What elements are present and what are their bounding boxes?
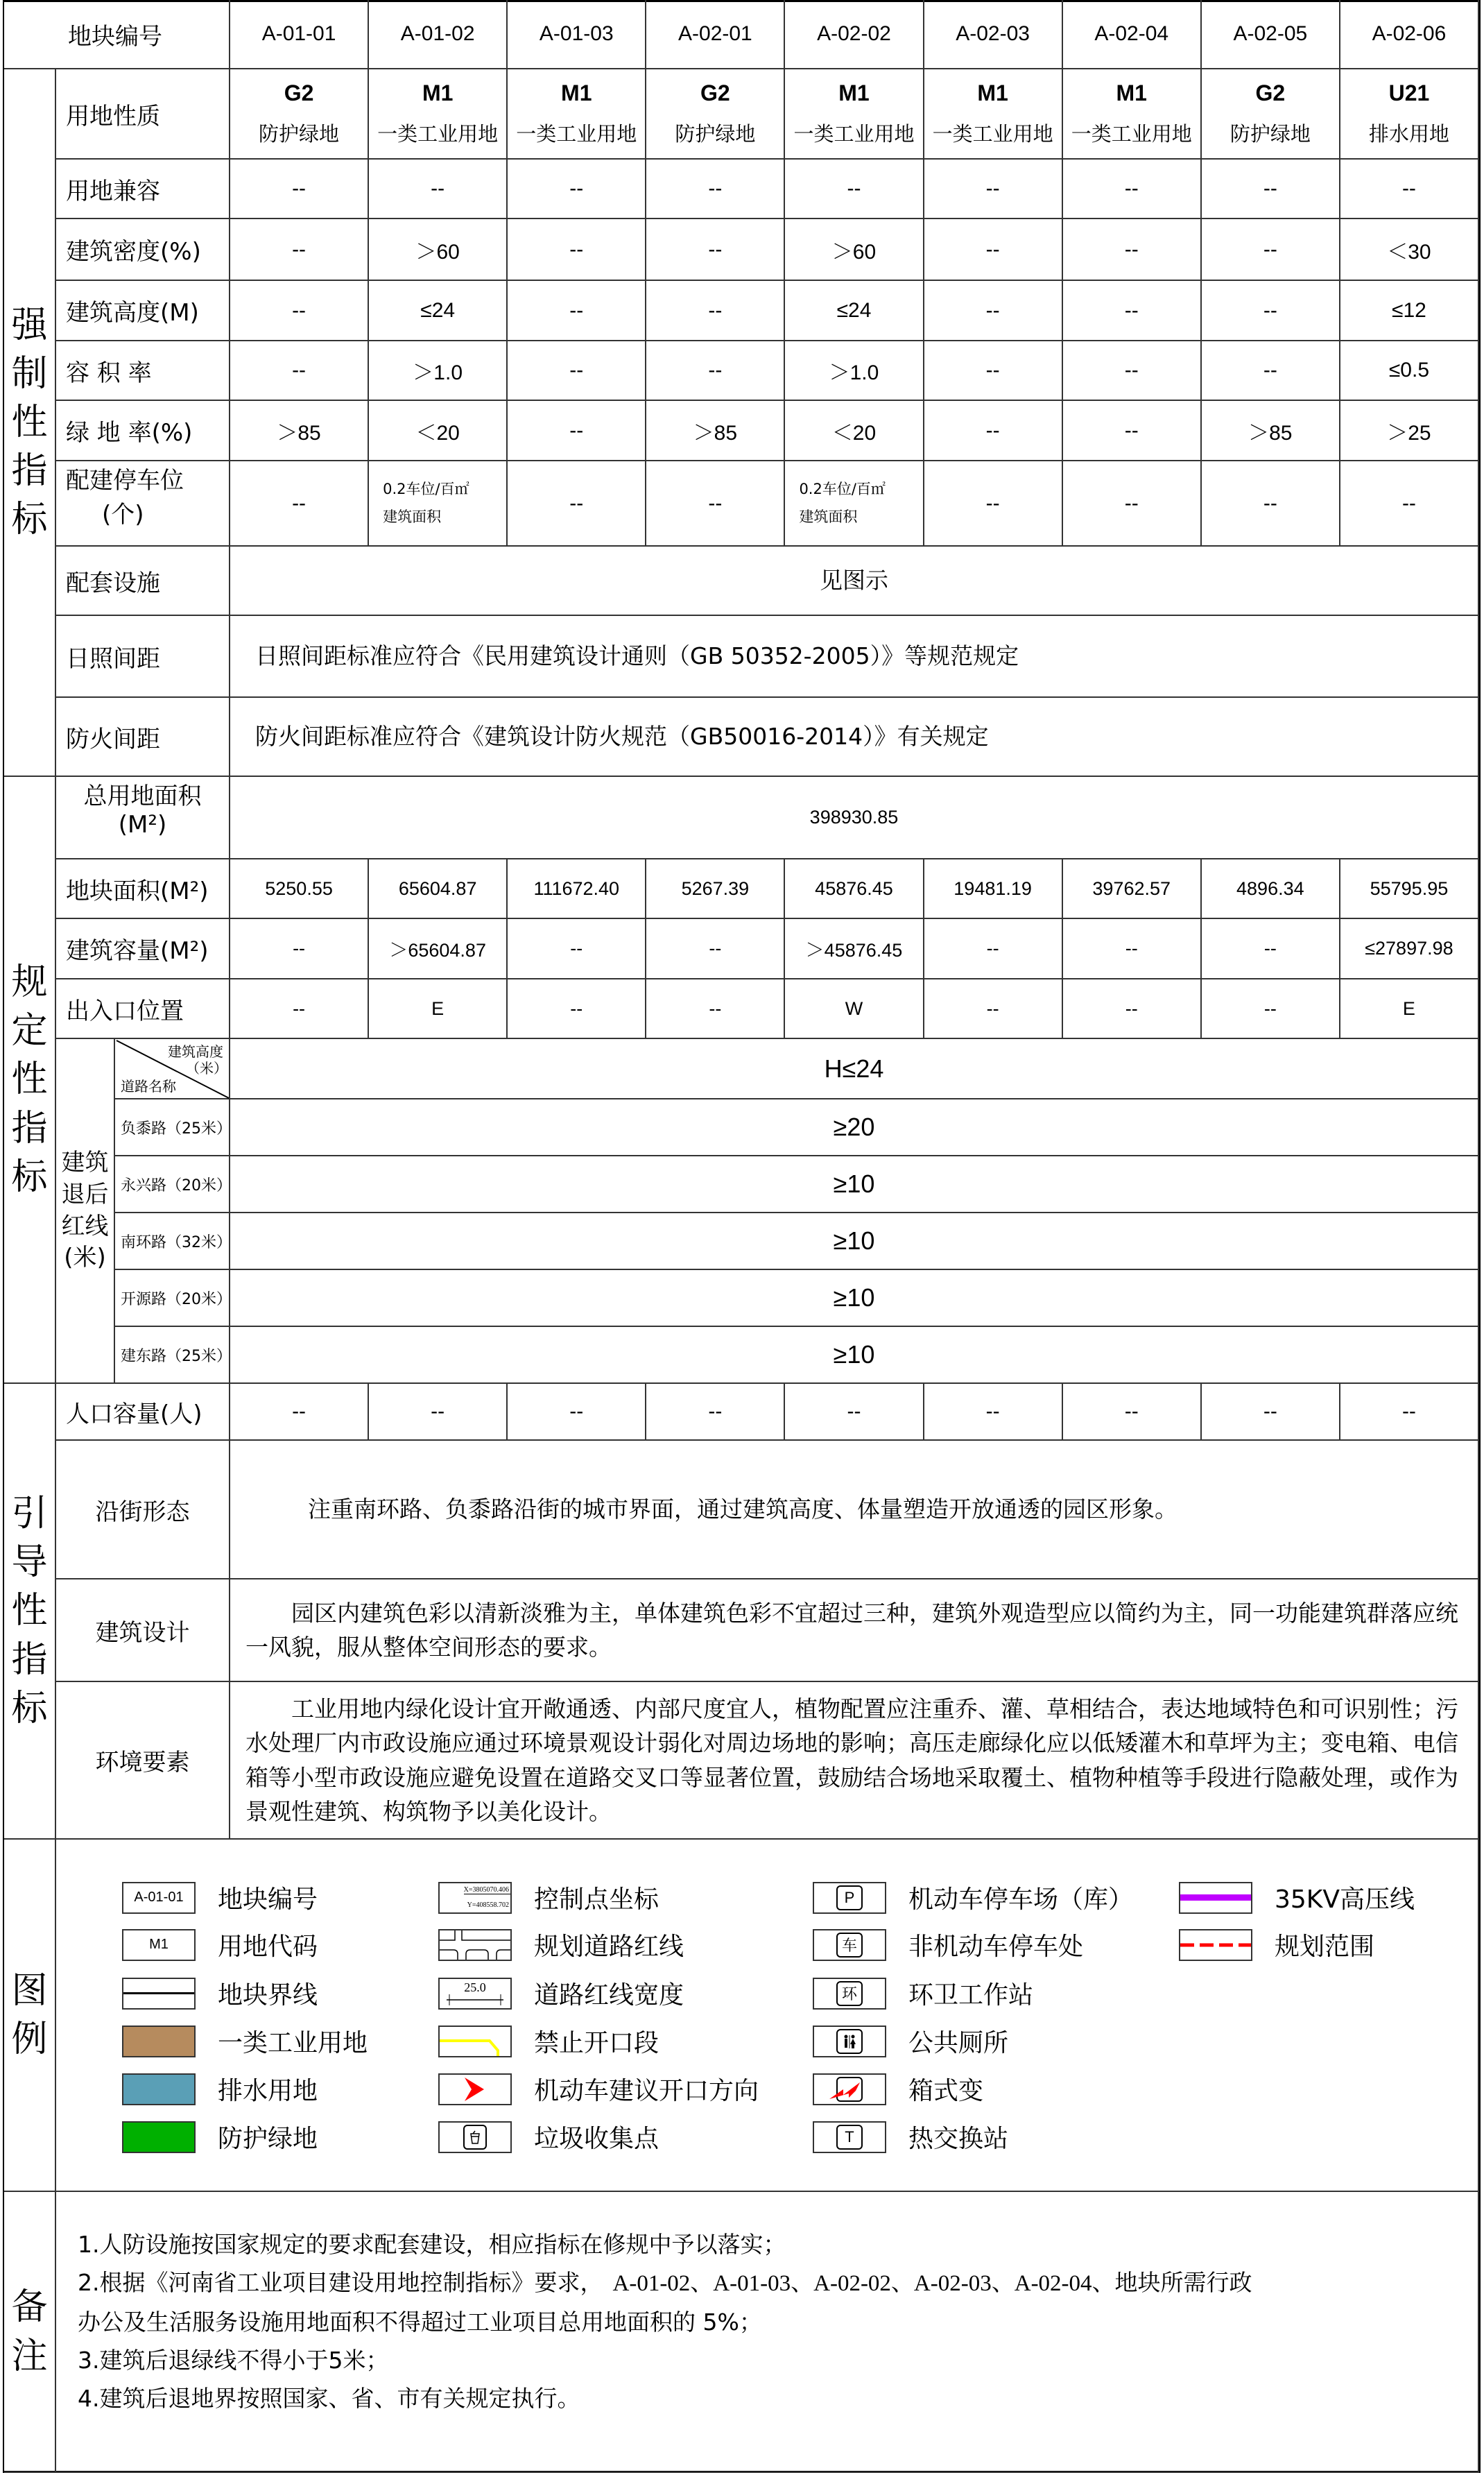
remark-line: A-01-02、A-01-03、A-02-02、A-02-03、A-02-04、地块所需行政 bbox=[612, 2271, 1252, 2296]
parcel-area-value: 45876.45 bbox=[785, 859, 924, 919]
section-char: 规 bbox=[11, 961, 48, 1004]
setback-diagonal-header bbox=[115, 1039, 230, 1099]
legend-item bbox=[438, 1976, 684, 2011]
section-char: 性 bbox=[11, 1590, 48, 1632]
fire-value: 防火间距标准应符合《建筑设计防火规范（GB50016-2014）》有关规定 bbox=[230, 698, 1479, 777]
section-char: 性 bbox=[11, 1059, 48, 1101]
legend-label: 机动车建议开口方向 bbox=[534, 2077, 759, 2105]
legend-label: 非机动车停车处 bbox=[908, 1933, 1084, 1961]
population-value: -- bbox=[1202, 1384, 1340, 1441]
parking-value: -- bbox=[1340, 461, 1479, 547]
parking-value: -- bbox=[1063, 461, 1202, 547]
trash-bin-icon bbox=[438, 2121, 512, 2153]
capacity-value: -- bbox=[1063, 919, 1202, 979]
height-value: -- bbox=[1063, 281, 1202, 341]
section-char: 标 bbox=[11, 1687, 48, 1729]
parcel-area-value: 65604.87 bbox=[369, 859, 508, 919]
parking-value: -- bbox=[508, 461, 646, 547]
legend-glyph: T bbox=[836, 2125, 863, 2150]
parcel-id-cell: A-02-02 bbox=[785, 0, 924, 69]
parking-label-line1: 配建停车位 bbox=[66, 467, 184, 495]
section-char: 注 bbox=[11, 2335, 48, 2377]
parcel-id-cell: A-02-03 bbox=[924, 0, 1063, 69]
parcel-boundary-line-icon bbox=[122, 1978, 196, 2010]
capacity-value: -- bbox=[924, 919, 1063, 979]
street-form-label: 沿街形态 bbox=[56, 1441, 230, 1579]
section-char: 指 bbox=[11, 1638, 48, 1681]
population-value: -- bbox=[508, 1384, 646, 1441]
green-value: -- bbox=[924, 401, 1063, 461]
legend-item bbox=[122, 1880, 318, 1915]
bike-parking-icon bbox=[813, 1929, 886, 1961]
land-code-box-icon bbox=[122, 1929, 196, 1961]
legend-item bbox=[813, 2071, 983, 2107]
legend-glyph: 车 bbox=[836, 1933, 863, 1958]
land-use-cell bbox=[646, 69, 785, 160]
legend-item bbox=[438, 2071, 759, 2107]
parking-value-line: 0.2车位/百㎡ bbox=[383, 480, 469, 497]
parking-value-line: 建筑面积 bbox=[383, 508, 442, 525]
legend-item bbox=[122, 2023, 368, 2059]
land-use-name: 一类工业用地 bbox=[793, 122, 915, 146]
land-use-name: 防护绿地 bbox=[259, 122, 340, 146]
far-value: -- bbox=[1063, 341, 1202, 401]
setback-group-char: 退后 bbox=[61, 1180, 109, 1208]
legend-item bbox=[438, 1927, 684, 1962]
remark-line: 2.根据《河南省工业项目建设用地控制指标》要求， bbox=[78, 2269, 603, 2296]
legend-item bbox=[122, 1976, 318, 2011]
density-value: -- bbox=[646, 219, 785, 281]
parcel-area-label: 地块面积(M²) bbox=[56, 859, 230, 919]
total-area-value: 398930.85 bbox=[230, 777, 1479, 859]
height-value: -- bbox=[646, 281, 785, 341]
environment-elements-label: 环境要素 bbox=[56, 1682, 230, 1840]
height-value: ≤12 bbox=[1340, 281, 1479, 341]
land-use-cell bbox=[508, 69, 646, 160]
control-point-coord-icon bbox=[438, 1882, 512, 1914]
compat-value: -- bbox=[646, 160, 785, 219]
density-label: 建筑密度(%) bbox=[56, 219, 230, 281]
compat-value: -- bbox=[785, 160, 924, 219]
section-char: 制 bbox=[11, 352, 48, 395]
entrance-value: E bbox=[369, 979, 508, 1039]
population-value: -- bbox=[646, 1384, 785, 1441]
far-value: ≤0.5 bbox=[1340, 341, 1479, 401]
section-mandatory bbox=[4, 69, 56, 777]
parking-icon bbox=[813, 1882, 886, 1914]
legend-label: 35KV高压线 bbox=[1275, 1885, 1415, 1914]
legend-item bbox=[122, 1927, 318, 1962]
land-use-name: 一类工业用地 bbox=[377, 122, 499, 146]
parcel-id-cell: A-02-05 bbox=[1202, 0, 1340, 69]
fire-label: 防火间距 bbox=[56, 698, 230, 777]
street-form-value: 注重南环路、负黍路沿街的城市界面，通过建筑高度、体量塑造开放通透的园区形象。 bbox=[230, 1441, 1479, 1579]
legend-sample: M1 bbox=[149, 1937, 169, 1952]
legend-item bbox=[122, 2071, 318, 2107]
legend-item bbox=[813, 2023, 1008, 2059]
density-value: -- bbox=[508, 219, 646, 281]
parcel-area-value: 5267.39 bbox=[646, 859, 785, 919]
legend-label: 道路红线宽度 bbox=[534, 1981, 684, 2010]
land-use-name: 防护绿地 bbox=[675, 122, 756, 146]
section-char: 引 bbox=[11, 1493, 48, 1535]
land-use-cell bbox=[1202, 69, 1340, 160]
building-design-label: 建筑设计 bbox=[56, 1579, 230, 1682]
land-use-name: 一类工业用地 bbox=[1071, 122, 1192, 146]
legend-label: 地块编号 bbox=[218, 1885, 318, 1914]
parking-value bbox=[369, 461, 508, 547]
section-legend bbox=[4, 1840, 56, 2192]
section-char: 标 bbox=[11, 1156, 48, 1198]
drainage-swatch-icon bbox=[122, 2073, 196, 2105]
green-value: -- bbox=[1063, 401, 1202, 461]
legend-label: 控制点坐标 bbox=[534, 1885, 659, 1914]
facilities-label: 配套设施 bbox=[56, 547, 230, 616]
heat-exchange-icon bbox=[813, 2121, 886, 2153]
land-use-cell bbox=[1340, 69, 1479, 160]
far-value: ＞1.0 bbox=[785, 341, 924, 401]
compat-value: -- bbox=[230, 160, 369, 219]
density-value: ＞60 bbox=[785, 219, 924, 281]
far-value: -- bbox=[924, 341, 1063, 401]
parcel-id-cell: A-01-03 bbox=[508, 0, 646, 69]
legend-sample: A-01-01 bbox=[134, 1890, 184, 1905]
parking-label-line2: (个) bbox=[102, 501, 144, 529]
greenbelt-swatch-icon bbox=[122, 2121, 196, 2153]
population-value: -- bbox=[230, 1384, 369, 1441]
legend-label: 热交换站 bbox=[908, 2125, 1009, 2153]
green-value: ＞85 bbox=[230, 401, 369, 461]
population-value: -- bbox=[785, 1384, 924, 1441]
compat-value: -- bbox=[1340, 160, 1479, 219]
planning-boundary-icon bbox=[1179, 1929, 1252, 1961]
density-value: -- bbox=[230, 219, 369, 281]
parcel-area-value: 55795.95 bbox=[1340, 859, 1479, 919]
entrance-value: -- bbox=[1202, 979, 1340, 1039]
green-value: ＞85 bbox=[1202, 401, 1340, 461]
height-label: 建筑高度(M) bbox=[56, 281, 230, 341]
section-char: 导 bbox=[11, 1541, 48, 1584]
section-regulatory bbox=[4, 777, 56, 1384]
remark-line: 办公及生活服务设施用地面积不得超过工业项目总用地面积的 5%； bbox=[78, 2309, 762, 2336]
coord-x: X=3805070.406 bbox=[463, 1886, 509, 1894]
parking-value bbox=[785, 461, 924, 547]
height-value: -- bbox=[924, 281, 1063, 341]
road-width-dimension-icon bbox=[438, 1978, 512, 2010]
compat-value: -- bbox=[508, 160, 646, 219]
population-value: -- bbox=[369, 1384, 508, 1441]
legend-item bbox=[122, 2119, 318, 2155]
land-use-code: G2 bbox=[1255, 80, 1286, 105]
parking-value-line: 0.2车位/百㎡ bbox=[799, 480, 886, 497]
parking-value: -- bbox=[1202, 461, 1340, 547]
entrance-label: 出入口位置 bbox=[56, 979, 230, 1039]
height-value: -- bbox=[230, 281, 369, 341]
capacity-value: -- bbox=[646, 919, 785, 979]
parcel-area-value: 39762.57 bbox=[1063, 859, 1202, 919]
entrance-value: -- bbox=[230, 979, 369, 1039]
legend-label: 禁止开口段 bbox=[534, 2029, 659, 2057]
capacity-label: 建筑容量(M²) bbox=[56, 919, 230, 979]
legend-label: 机动车停车场（库） bbox=[908, 1885, 1134, 1914]
industrial-swatch-icon bbox=[122, 2026, 196, 2057]
parcel-id-cell: A-02-01 bbox=[646, 0, 785, 69]
parking-value: -- bbox=[646, 461, 785, 547]
total-area-label bbox=[56, 777, 230, 859]
land-use-cell bbox=[1063, 69, 1202, 160]
hv-line-icon bbox=[1179, 1882, 1252, 1914]
legend-item bbox=[813, 2119, 1008, 2155]
green-value: ＜20 bbox=[369, 401, 508, 461]
legend-label: 箱式变 bbox=[908, 2077, 984, 2105]
setback-road-value: ≥10 bbox=[230, 1327, 1479, 1384]
no-opening-line-icon bbox=[438, 2026, 512, 2057]
coord-y: Y=408558.702 bbox=[467, 1901, 509, 1909]
environment-elements-value: 工业用地内绿化设计宜开敞通透、内部尺度宜人，植物配置应注重乔、灌、草相结合，表达地域特色和可识别性；污水处理厂内市政设施应通过环境景观设计弱化对周边场地的影响；高压走廊绿化应以低矮灌木和草坪为主；变电箱、电信箱等小型市政设施应避免设置在道路交叉口等显著位置，鼓励结合场地采取覆土、植物种植等手段进行隐蔽处理，或作为景观性建筑、构筑物予以美化设计。 bbox=[230, 1682, 1479, 1840]
capacity-value: ＞65604.87 bbox=[369, 919, 508, 979]
population-value: -- bbox=[924, 1384, 1063, 1441]
setback-road-value: ≥10 bbox=[230, 1213, 1479, 1270]
land-use-code: M1 bbox=[561, 80, 592, 105]
land-use-code: G2 bbox=[284, 80, 314, 105]
entrance-value: W bbox=[785, 979, 924, 1039]
legend-item bbox=[1179, 1927, 1374, 1962]
legend-glyph: P bbox=[836, 1885, 863, 1910]
entrance-value: -- bbox=[646, 979, 785, 1039]
land-use-cell bbox=[369, 69, 508, 160]
setback-road-name: 开源路（20米） bbox=[115, 1270, 230, 1327]
parking-label bbox=[56, 461, 230, 547]
entrance-value: -- bbox=[924, 979, 1063, 1039]
legend-item bbox=[438, 1880, 659, 1915]
legend-item bbox=[438, 2023, 659, 2059]
green-value: -- bbox=[508, 401, 646, 461]
section-char: 例 bbox=[11, 2019, 48, 2060]
building-design-value: 园区内建筑色彩以清新淡雅为主，单体建筑色彩不宜超过三种，建筑外观造型应以简约为主，同一功能建筑群落应统一风貌，服从整体空间形态的要求。 bbox=[230, 1579, 1479, 1682]
diag-top-line1: 建筑高度 bbox=[168, 1043, 223, 1060]
section-char: 图 bbox=[11, 1969, 48, 2012]
compat-value: -- bbox=[369, 160, 508, 219]
density-value: ＞60 bbox=[369, 219, 508, 281]
section-char: 定 bbox=[11, 1010, 48, 1052]
far-value: ＞1.0 bbox=[369, 341, 508, 401]
legend-label: 垃圾收集点 bbox=[534, 2125, 659, 2153]
parcel-id-cell: A-02-04 bbox=[1063, 0, 1202, 69]
legend-item bbox=[1179, 1880, 1415, 1915]
section-char: 指 bbox=[11, 450, 48, 493]
sunlight-value: 日照间距标准应符合《民用建筑设计通则（GB 50352-2005）》等规范规定 bbox=[230, 616, 1479, 698]
far-value: -- bbox=[646, 341, 785, 401]
far-label: 容 积 率 bbox=[56, 341, 230, 401]
legend-label: 防护绿地 bbox=[218, 2125, 318, 2153]
legend-label: 规划范围 bbox=[1275, 1933, 1375, 1961]
land-use-name: 防护绿地 bbox=[1230, 122, 1311, 146]
setback-road-name: 南环路（32米） bbox=[115, 1213, 230, 1270]
total-area-label-line1: 总用地面积 bbox=[83, 782, 202, 810]
section-char: 指 bbox=[11, 1107, 48, 1149]
land-use-name: 一类工业用地 bbox=[932, 122, 1053, 146]
legend-glyph: 环 bbox=[836, 1981, 863, 2006]
parking-value: -- bbox=[924, 461, 1063, 547]
sanitation-station-icon bbox=[813, 1978, 886, 2010]
land-use-code: U21 bbox=[1388, 80, 1430, 105]
population-value: -- bbox=[1063, 1384, 1202, 1441]
capacity-value: -- bbox=[1202, 919, 1340, 979]
legend-label: 一类工业用地 bbox=[218, 2029, 368, 2057]
parcel-area-value: 19481.19 bbox=[924, 859, 1063, 919]
setback-road-name: 永兴路（20米） bbox=[115, 1156, 230, 1213]
entrance-value: -- bbox=[1063, 979, 1202, 1039]
setback-road-value: ≥10 bbox=[230, 1270, 1479, 1327]
land-use-code: M1 bbox=[1116, 80, 1147, 105]
legend-item bbox=[813, 1927, 1083, 1962]
setback-road-name: 负黍路（25米） bbox=[115, 1099, 230, 1156]
parcel-area-value: 111672.40 bbox=[508, 859, 646, 919]
land-use-code: M1 bbox=[422, 80, 454, 105]
land-use-name: 一类工业用地 bbox=[516, 122, 637, 146]
legend-item bbox=[438, 2119, 659, 2155]
capacity-value: -- bbox=[508, 919, 646, 979]
capacity-value: -- bbox=[230, 919, 369, 979]
legend-item bbox=[813, 1880, 1133, 1915]
legend-label: 排水用地 bbox=[218, 2077, 318, 2105]
land-use-code: G2 bbox=[700, 80, 730, 105]
parcel-id-cell: A-01-02 bbox=[369, 0, 508, 69]
height-value: -- bbox=[1202, 281, 1340, 341]
setback-height-value: H≤24 bbox=[230, 1039, 1479, 1099]
facilities-value: 见图示 bbox=[230, 547, 1479, 616]
section-char: 强 bbox=[11, 304, 48, 346]
parcel-id-header: 地块编号 bbox=[4, 0, 230, 69]
road-redline-icon bbox=[438, 1929, 512, 1961]
capacity-value: ＞45876.45 bbox=[785, 919, 924, 979]
parcel-id-box-icon bbox=[122, 1882, 196, 1914]
setback-road-name: 建东路（25米） bbox=[115, 1327, 230, 1384]
setback-group-char: (米) bbox=[64, 1244, 106, 1272]
density-value: -- bbox=[1202, 219, 1340, 281]
compat-value: -- bbox=[1063, 160, 1202, 219]
entrance-value: -- bbox=[508, 979, 646, 1039]
setback-group-char: 建筑 bbox=[61, 1148, 109, 1176]
remark-line: 3.建筑后退绿线不得小于5米； bbox=[78, 2347, 389, 2374]
section-remarks bbox=[4, 2192, 56, 2473]
green-label: 绿 地 率(%) bbox=[56, 401, 230, 461]
entrance-value: E bbox=[1340, 979, 1479, 1039]
height-value: ≤24 bbox=[785, 281, 924, 341]
setback-road-value: ≥20 bbox=[230, 1099, 1479, 1156]
legend-label: 环卫工作站 bbox=[908, 1981, 1034, 2010]
remark-line: 1.人防设施按国家规定的要求配套建设，相应指标在修规中予以落实； bbox=[78, 2231, 786, 2258]
compat-value: -- bbox=[1202, 160, 1340, 219]
density-value: ＜30 bbox=[1340, 219, 1479, 281]
parcel-area-value: 4896.34 bbox=[1202, 859, 1340, 919]
parcel-id-cell: A-01-01 bbox=[230, 0, 369, 69]
remarks-list bbox=[78, 2225, 1458, 2417]
section-guiding bbox=[4, 1384, 56, 1840]
compat-value: -- bbox=[924, 160, 1063, 219]
height-value: -- bbox=[508, 281, 646, 341]
legend-label: 用地代码 bbox=[218, 1933, 318, 1961]
land-use-code: M1 bbox=[977, 80, 1008, 105]
parcel-area-value: 5250.55 bbox=[230, 859, 369, 919]
setback-group-char: 红线 bbox=[61, 1212, 109, 1240]
legend-label: 规划道路红线 bbox=[534, 1933, 684, 1961]
far-value: -- bbox=[508, 341, 646, 401]
parcel-id-cell: A-02-06 bbox=[1340, 0, 1479, 69]
green-value: ＜20 bbox=[785, 401, 924, 461]
land-use-cell bbox=[785, 69, 924, 160]
legend-item bbox=[813, 1976, 1033, 2011]
land-use-name: 排水用地 bbox=[1368, 122, 1449, 146]
legend-label: 公共厕所 bbox=[908, 2029, 1009, 2057]
total-area-label-line2: (M²) bbox=[118, 811, 167, 839]
road-width-text: 25.0 bbox=[464, 1980, 486, 1994]
density-value: -- bbox=[924, 219, 1063, 281]
land-use-label: 用地性质 bbox=[56, 69, 230, 160]
land-use-cell bbox=[230, 69, 369, 160]
parking-value: -- bbox=[230, 461, 369, 547]
far-value: -- bbox=[1202, 341, 1340, 401]
compat-label: 用地兼容 bbox=[56, 160, 230, 219]
setback-group-label bbox=[56, 1039, 115, 1384]
population-label: 人口容量(人) bbox=[56, 1384, 230, 1441]
height-value: ≤24 bbox=[369, 281, 508, 341]
legend-label: 地块界线 bbox=[218, 1981, 318, 2010]
section-char: 性 bbox=[11, 401, 48, 443]
diag-bottom: 道路名称 bbox=[121, 1078, 176, 1095]
sunlight-label: 日照间距 bbox=[56, 616, 230, 698]
remark-line: 4.建筑后退地界按照国家、省、市有关规定执行。 bbox=[78, 2385, 580, 2412]
entrance-arrow-icon bbox=[438, 2073, 512, 2105]
section-char: 标 bbox=[11, 499, 48, 541]
green-value: ＞85 bbox=[646, 401, 785, 461]
section-char: 备 bbox=[11, 2286, 48, 2329]
density-value: -- bbox=[1063, 219, 1202, 281]
parking-value-line: 建筑面积 bbox=[799, 508, 858, 525]
far-value: -- bbox=[230, 341, 369, 401]
green-value: ＞25 bbox=[1340, 401, 1479, 461]
population-value: -- bbox=[1340, 1384, 1479, 1441]
land-use-code: M1 bbox=[838, 80, 870, 105]
setback-road-value: ≥10 bbox=[230, 1156, 1479, 1213]
capacity-value: ≤27897.98 bbox=[1340, 919, 1479, 979]
box-transformer-icon bbox=[813, 2073, 886, 2105]
diag-top-line2: （米） bbox=[186, 1060, 227, 1077]
land-use-cell bbox=[924, 69, 1063, 160]
toilet-icon bbox=[813, 2026, 886, 2057]
